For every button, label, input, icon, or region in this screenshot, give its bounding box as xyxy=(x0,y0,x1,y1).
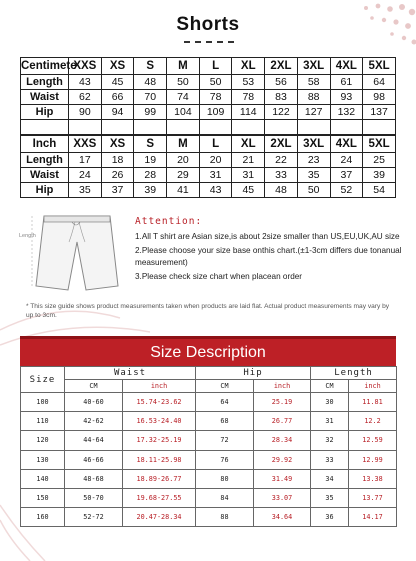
table-cell: 114 xyxy=(232,105,265,120)
table-cell: 45 xyxy=(101,75,134,90)
row-label: Waist xyxy=(21,168,69,183)
table-header-row xyxy=(21,58,396,75)
length-inch-cell: 12.2 xyxy=(349,412,397,431)
waist-header: Waist xyxy=(65,367,196,380)
table-row xyxy=(21,168,396,183)
table-header-cell: XXS xyxy=(69,58,102,75)
table-cell: 53 xyxy=(232,75,265,90)
table-header-cell: XL xyxy=(232,136,265,153)
table-row xyxy=(21,508,397,527)
table-header-cell: XL xyxy=(232,58,265,75)
size-cell: 110 xyxy=(21,412,65,431)
length-inch-cell: 14.17 xyxy=(349,508,397,527)
table-cell: 39 xyxy=(363,168,396,183)
table-cell: 127 xyxy=(297,105,330,120)
waist-cm-cell: 48-68 xyxy=(65,469,123,488)
unit-inch: inch xyxy=(349,380,397,393)
table-row xyxy=(21,412,397,431)
title-underline xyxy=(184,41,234,43)
length-inch-cell: 12.99 xyxy=(349,450,397,469)
table-cell: 99 xyxy=(134,105,167,120)
table-header-cell: XXS xyxy=(69,136,102,153)
table-header-cell: M xyxy=(167,136,200,153)
hip-inch-cell: 33.07 xyxy=(254,488,311,507)
table-row xyxy=(21,469,397,488)
table-cell: 33 xyxy=(265,168,298,183)
length-label: Length xyxy=(19,233,36,239)
hip-cm-cell: 76 xyxy=(196,450,254,469)
length-inch-cell: 11.81 xyxy=(349,393,397,412)
table-header-cell: 2XL xyxy=(265,58,298,75)
table-cell: 22 xyxy=(265,153,298,168)
table-cell: 24 xyxy=(330,153,363,168)
table-header-cell: Centimete xyxy=(21,58,69,75)
unit-inch: inch xyxy=(254,380,311,393)
table-header-cell: 3XL xyxy=(297,136,330,153)
row-label: Hip xyxy=(21,183,69,198)
table-cell: 93 xyxy=(330,90,363,105)
table-cell: 61 xyxy=(330,75,363,90)
attention-block xyxy=(135,216,405,285)
table-cell: 98 xyxy=(363,90,396,105)
length-cm-cell: 35 xyxy=(311,488,349,507)
table-cell: 35 xyxy=(69,183,102,198)
table-cell: 37 xyxy=(330,168,363,183)
table-cell: 52 xyxy=(330,183,363,198)
table-cell: 122 xyxy=(265,105,298,120)
unit-cm: CM xyxy=(311,380,349,393)
waist-inch-cell: 19.68-27.55 xyxy=(123,488,196,507)
attention-line: 3.Please check size chart when placean order xyxy=(135,272,303,281)
table-cell: 50 xyxy=(199,75,232,90)
size-description-banner: Size Description xyxy=(20,336,396,366)
waist-cm-cell: 52-72 xyxy=(65,508,123,527)
table-cell: 26 xyxy=(101,168,134,183)
table-header-cell: Inch xyxy=(21,136,69,153)
hip-cm-cell: 72 xyxy=(196,431,254,450)
size-cell: 130 xyxy=(21,450,65,469)
waist-cm-cell: 50-70 xyxy=(65,488,123,507)
size-cell: 120 xyxy=(21,431,65,450)
measurement-note: * This size guide shows product measurements taken when products are laid flat. Actual product measurements may vary by up to 3cm. xyxy=(26,303,390,319)
table-cell: 109 xyxy=(199,105,232,120)
length-inch-cell: 13.38 xyxy=(349,469,397,488)
waist-cm-cell: 40-60 xyxy=(65,393,123,412)
table-header-cell: 5XL xyxy=(363,136,396,153)
table-cell: 45 xyxy=(232,183,265,198)
table-cell: 132 xyxy=(330,105,363,120)
table-header-cell: 4XL xyxy=(330,136,363,153)
table-row xyxy=(21,431,397,450)
table-row xyxy=(21,488,397,507)
row-label: Hip xyxy=(21,105,69,120)
table-cell: 48 xyxy=(265,183,298,198)
waist-inch-cell: 18.11-25.98 xyxy=(123,450,196,469)
table-cell: 137 xyxy=(363,105,396,120)
table-cell: 94 xyxy=(101,105,134,120)
hip-inch-cell: 34.64 xyxy=(254,508,311,527)
table-cell: 64 xyxy=(363,75,396,90)
table-cell: 104 xyxy=(167,105,200,120)
table-row xyxy=(21,183,396,198)
table-cell: 58 xyxy=(297,75,330,90)
length-cm-cell: 31 xyxy=(311,412,349,431)
hip-inch-cell: 31.49 xyxy=(254,469,311,488)
table-header-cell: 5XL xyxy=(363,58,396,75)
table-cell: 20 xyxy=(167,153,200,168)
size-header: Size xyxy=(21,367,65,393)
table-header-cell: L xyxy=(199,136,232,153)
length-cm-cell: 36 xyxy=(311,508,349,527)
hip-cm-cell: 64 xyxy=(196,393,254,412)
table-cell: 19 xyxy=(134,153,167,168)
table-cell: 24 xyxy=(69,168,102,183)
row-label: Waist xyxy=(21,90,69,105)
size-description-table xyxy=(20,366,397,527)
length-cm-cell: 33 xyxy=(311,450,349,469)
waist-cm-cell: 44-64 xyxy=(65,431,123,450)
table-row xyxy=(21,75,396,90)
length-cm-cell: 30 xyxy=(311,393,349,412)
waist-inch-cell: 17.32-25.19 xyxy=(123,431,196,450)
length-inch-cell: 12.59 xyxy=(349,431,397,450)
table-header-cell: XS xyxy=(101,136,134,153)
table-cell: 54 xyxy=(363,183,396,198)
size-cell: 100 xyxy=(21,393,65,412)
hip-cm-cell: 84 xyxy=(196,488,254,507)
table-cell: 78 xyxy=(232,90,265,105)
table-cell: 66 xyxy=(101,90,134,105)
table-cell: 35 xyxy=(297,168,330,183)
table-cell: 56 xyxy=(265,75,298,90)
table-cell: 88 xyxy=(297,90,330,105)
attention-title: Attention: xyxy=(135,216,203,227)
table-cell: 31 xyxy=(199,168,232,183)
table-header-cell: S xyxy=(134,136,167,153)
waist-inch-cell: 18.89-26.77 xyxy=(123,469,196,488)
table-cell: 43 xyxy=(69,75,102,90)
unit-cm: CM xyxy=(65,380,123,393)
hip-inch-cell: 28.34 xyxy=(254,431,311,450)
table-row xyxy=(21,393,397,412)
waist-cm-cell: 42-62 xyxy=(65,412,123,431)
table-cell: 74 xyxy=(167,90,200,105)
hip-inch-cell: 26.77 xyxy=(254,412,311,431)
table-cell: 17 xyxy=(69,153,102,168)
table-cell: 43 xyxy=(199,183,232,198)
length-cm-cell: 32 xyxy=(311,431,349,450)
table-cell: 39 xyxy=(134,183,167,198)
table-row xyxy=(21,105,396,120)
table-cell: 29 xyxy=(167,168,200,183)
unit-header-row xyxy=(21,380,397,393)
unit-inch: inch xyxy=(123,380,196,393)
table-header-row xyxy=(21,136,396,153)
table-cell: 50 xyxy=(167,75,200,90)
table-cell: 48 xyxy=(134,75,167,90)
row-label: Length xyxy=(21,75,69,90)
table-header-cell: 4XL xyxy=(330,58,363,75)
table-cell: 83 xyxy=(265,90,298,105)
shorts-diagram xyxy=(22,212,132,302)
table-row xyxy=(21,153,396,168)
table-cell: 25 xyxy=(363,153,396,168)
length-inch-cell: 13.77 xyxy=(349,488,397,507)
page-title: Shorts xyxy=(176,14,240,35)
table-cell: 41 xyxy=(167,183,200,198)
table-row xyxy=(21,450,397,469)
table-spacer-row xyxy=(21,120,396,135)
hip-inch-cell: 29.92 xyxy=(254,450,311,469)
size-cell: 140 xyxy=(21,469,65,488)
table-cell: 70 xyxy=(134,90,167,105)
attention-line: 1.All T shirt are Asian size,is about 2size smaller than US,EU,UK,AU size xyxy=(135,232,400,241)
waist-cm-cell: 46-66 xyxy=(65,450,123,469)
size-cell: 160 xyxy=(21,508,65,527)
size-cell: 150 xyxy=(21,488,65,507)
table-header-cell: S xyxy=(134,58,167,75)
table-cell: 62 xyxy=(69,90,102,105)
table-cell: 78 xyxy=(199,90,232,105)
table-cell: 31 xyxy=(232,168,265,183)
hip-cm-cell: 80 xyxy=(196,469,254,488)
hip-cm-cell: 88 xyxy=(196,508,254,527)
table-cell: 21 xyxy=(232,153,265,168)
length-cm-cell: 34 xyxy=(311,469,349,488)
length-header: Length xyxy=(311,367,397,380)
waist-inch-cell: 15.74-23.62 xyxy=(123,393,196,412)
row-label: Length xyxy=(21,153,69,168)
table-header-cell: 3XL xyxy=(297,58,330,75)
inch-size-table xyxy=(20,135,396,198)
table-cell: 20 xyxy=(199,153,232,168)
waist-inch-cell: 16.53-24.40 xyxy=(123,412,196,431)
cm-size-table xyxy=(20,57,396,135)
table-cell: 90 xyxy=(69,105,102,120)
table-cell: 23 xyxy=(297,153,330,168)
waist-inch-cell: 20.47-28.34 xyxy=(123,508,196,527)
attention-line: 2.Please choose your size base onthis chart.(±1-3cm differs due tonanual measurement) xyxy=(135,246,402,267)
table-header-cell: XS xyxy=(101,58,134,75)
table-cell: 50 xyxy=(297,183,330,198)
group-header-row xyxy=(21,367,397,380)
unit-cm: CM xyxy=(196,380,254,393)
hip-header: Hip xyxy=(196,367,311,380)
table-cell: 37 xyxy=(101,183,134,198)
table-header-cell: M xyxy=(167,58,200,75)
table-row xyxy=(21,90,396,105)
table-cell: 28 xyxy=(134,168,167,183)
hip-cm-cell: 68 xyxy=(196,412,254,431)
table-header-cell: 2XL xyxy=(265,136,298,153)
hip-inch-cell: 25.19 xyxy=(254,393,311,412)
table-cell: 18 xyxy=(101,153,134,168)
table-header-cell: L xyxy=(199,58,232,75)
